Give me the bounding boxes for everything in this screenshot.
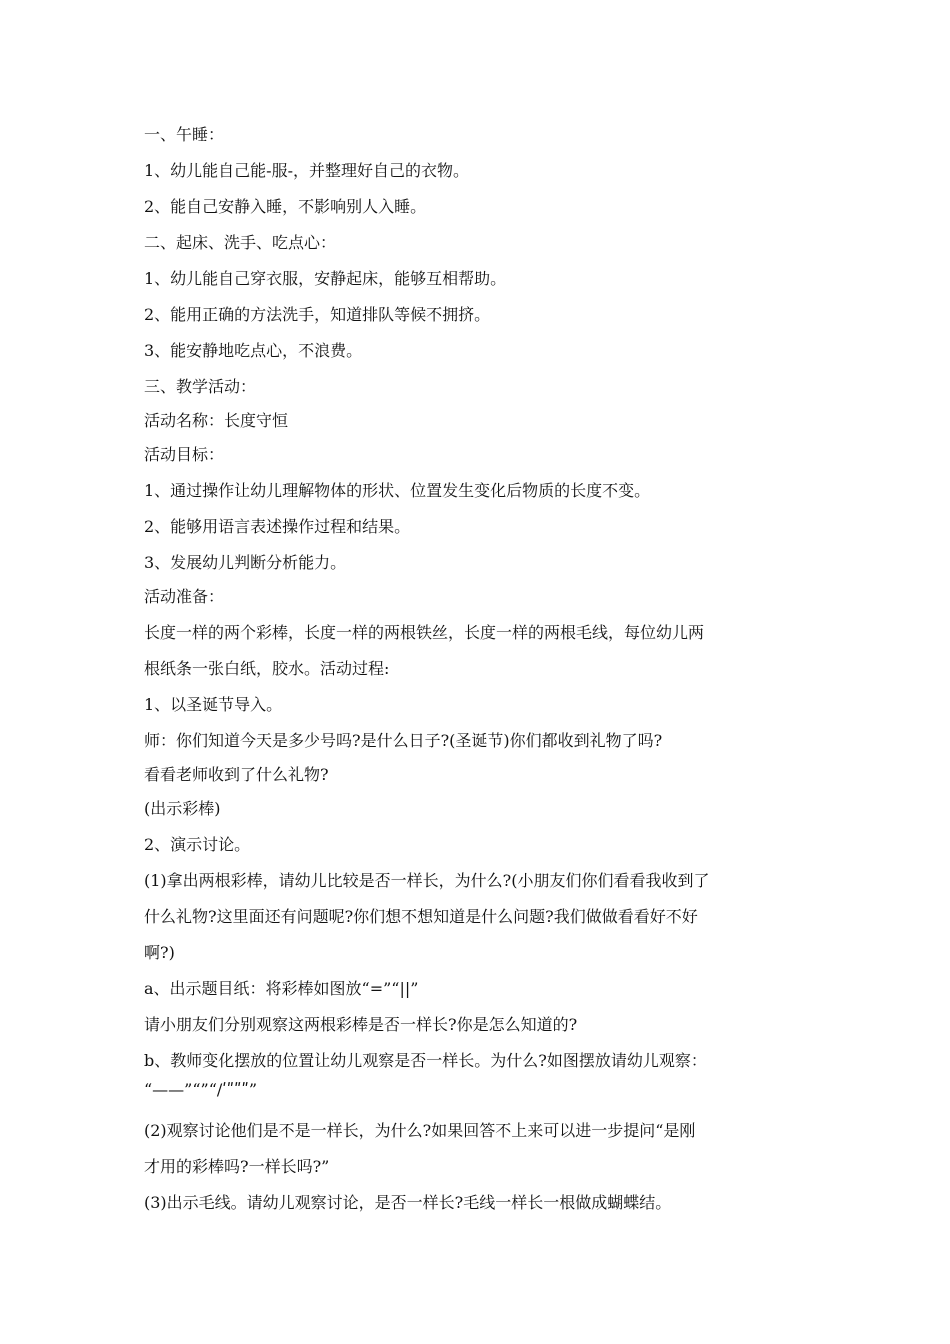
text-line: (2)观察讨论他们是不是一样长，为什么?如果回答不上来可以进一步提问“是刚 — [144, 1121, 696, 1140]
activity-prep-label: 活动准备： — [144, 587, 225, 606]
heading-wakeup: 二、起床、洗手、吃点心： — [144, 233, 337, 252]
text-line: a、出示题目纸：将彩棒如图放“=”“||” — [144, 979, 419, 998]
text-line: (3)出示毛线。请幼儿观察讨论，是否一样长?毛线一样长一根做成蝴蝶结。 — [144, 1193, 672, 1212]
text-line: 1、幼儿能自己穿衣服，安静起床，能够互相帮助。 — [144, 269, 507, 288]
text-line: 2、能够用语言表述操作过程和结果。 — [144, 517, 411, 536]
text-line: 长度一样的两个彩棒，长度一样的两根铁丝，长度一样的两根毛线，每位幼儿两 — [144, 623, 705, 642]
activity-goals-label: 活动目标： — [144, 445, 225, 464]
text-line: 才用的彩棒吗?一样长吗?” — [144, 1157, 330, 1176]
text-line: (出示彩棒) — [144, 799, 221, 818]
text-line: 请小朋友们分别观察这两根彩棒是否一样长?你是怎么知道的? — [144, 1015, 578, 1034]
text-line: 3、能安静地吃点心，不浪费。 — [144, 341, 363, 360]
heading-teaching: 三、教学活动： — [144, 377, 257, 396]
text-line: 师：你们知道今天是多少号吗?是什么日子?(圣诞节)你们都收到礼物了吗? — [144, 731, 663, 750]
text-line: b、教师变化摆放的位置让幼儿观察是否一样长。为什么?如图摆放请幼儿观察： — [144, 1051, 707, 1070]
text-line: 看看老师收到了什么礼物? — [144, 765, 329, 784]
text-line: 1、通过操作让幼儿理解物体的形状、位置发生变化后物质的长度不变。 — [144, 481, 651, 500]
text-line: 3、发展幼儿判断分析能力。 — [144, 553, 347, 572]
text-line: 根纸条一张白纸，胶水。活动过程: — [144, 659, 390, 678]
text-line: 什么礼物?这里面还有问题呢?你们想不想知道是什么问题?我们做做看看好不好 — [144, 907, 698, 926]
text-line: 2、能用正确的方法洗手，知道排队等候不拥挤。 — [144, 305, 491, 324]
text-line: (1)拿出两根彩棒，请幼儿比较是否一样长，为什么?(小朋友们你们看看我收到了 — [144, 871, 710, 890]
text-line: “——”“”“/ʹʺʺʺ” — [144, 1080, 257, 1099]
text-line: 1、幼儿能自己能-服-，并整理好自己的衣物。 — [144, 161, 469, 180]
text-line: 2、演示讨论。 — [144, 835, 251, 854]
activity-name: 活动名称：长度守恒 — [144, 411, 289, 430]
text-line: 啊?) — [144, 943, 175, 962]
text-line: 2、能自己安静入睡，不影响别人入睡。 — [144, 197, 427, 216]
text-line: 1、以圣诞节导入。 — [144, 695, 283, 714]
heading-nap: 一、午睡： — [144, 125, 225, 144]
